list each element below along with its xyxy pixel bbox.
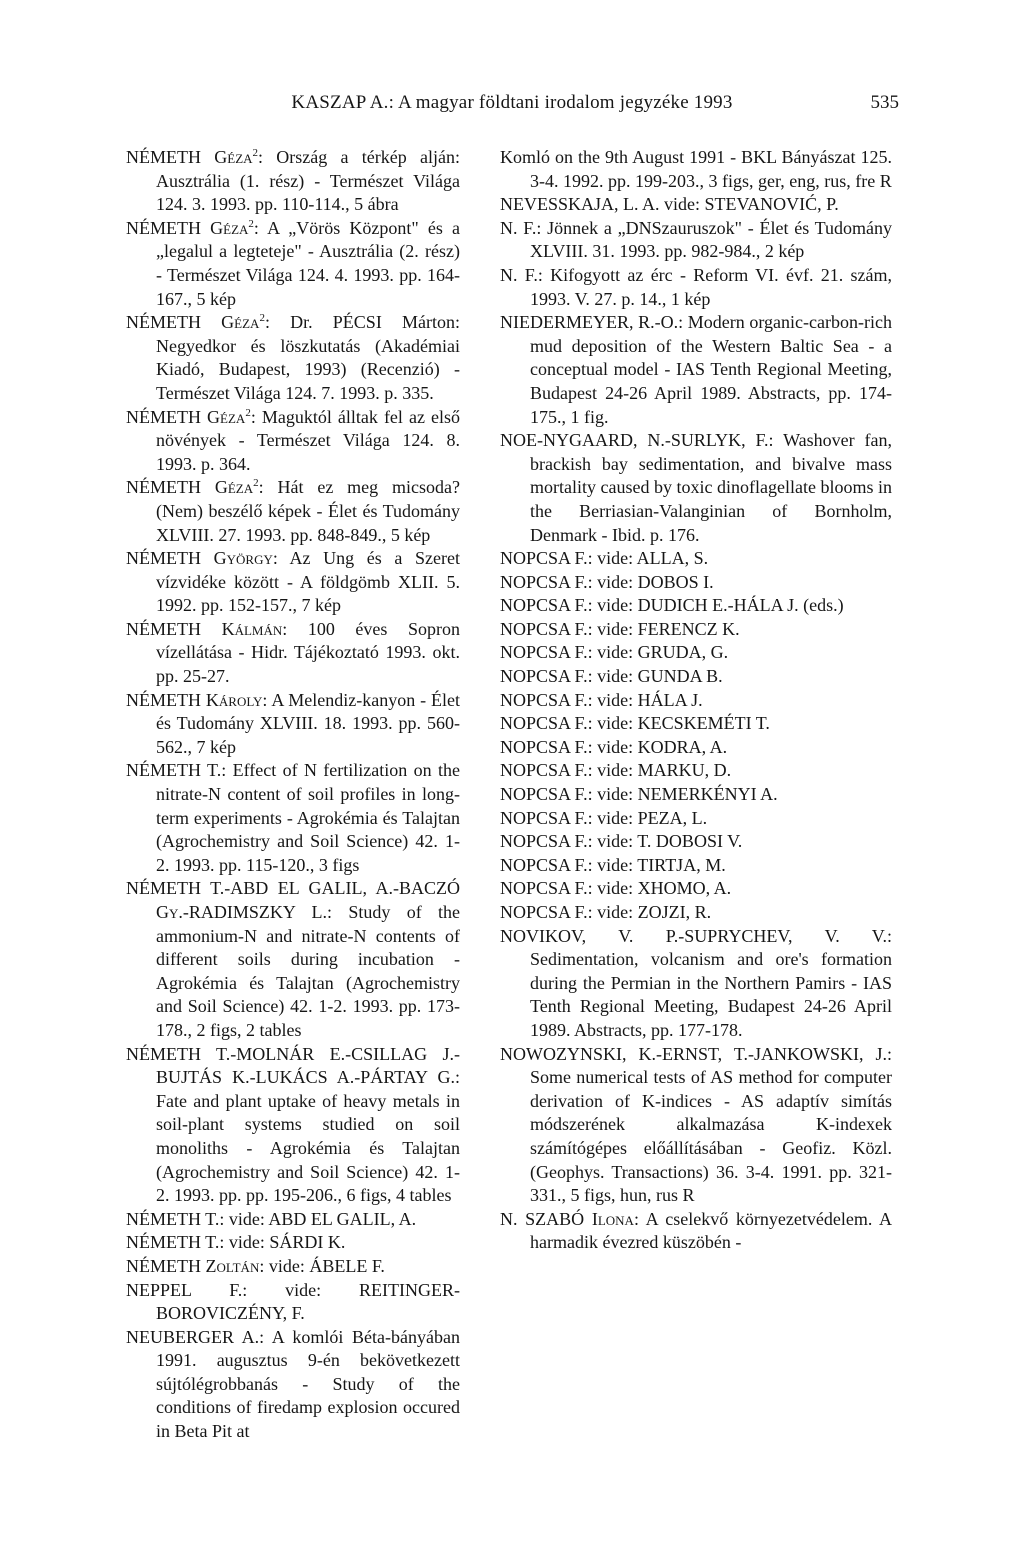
entry-author: NÉMETH T. [126,1208,220,1229]
entry-text: : vide: DUDICH E.-HÁLA J. (eds.) [587,595,844,616]
bibliography-entry [500,1043,892,1208]
entry-text: : A Melendiz-kanyon - Élet és Tudomány XLVIII. 18. 1993. pp. 560-562., 7 kép [156,689,461,757]
bibliography-entry [126,877,460,1042]
entry-text: : vide: ALLA, S. [587,548,709,569]
entry-author: NÉMETH T. [126,760,222,781]
entry-author: NEVESSKAJA, L. A. [500,194,660,215]
entry-author: N. F. [500,264,538,285]
bibliography-entry [500,193,892,217]
entry-author: NOPCSA F. [500,595,588,616]
bibliography-entry [500,689,892,713]
entry-author: NÉMETH Kálmán [126,618,283,639]
entry-text: : Fate and plant uptake of heavy metals in soil-plant systems studied on soil monoliths - Agrokémia és Talajtan (Agrochemistry and Soil Science) 42. 1-2. 1993. pp. pp. 195-206., 6 figs, 4 tables [156,1067,460,1206]
entry-author: N. F. [500,217,537,238]
entry-author: NÉMETH Géza [126,217,249,238]
entry-text: : Sedimentation, volcanism and ore's formation during the Permian in the Northern Pamirs - IAS Tenth Regional Meeting, Budapest 24-26 April 1989. Abstracts, pp. 177-178. [530,925,892,1040]
bibliography-entry [126,759,460,877]
entry-text: : Kifogyott az érc - Reform VI. évf. 21. szám, 1993. V. 27. p. 14., 1 kép [530,264,892,309]
entry-text: : vide: KODRA, A. [587,736,728,757]
bibliography-entry [126,476,460,547]
entry-text: : vide: KECSKEMÉTI T. [587,713,770,734]
bibliography-entry [126,217,460,311]
entry-author: NÉMETH T.-ABD EL GALIL, A.-BACZÓ Gy.-RADIMSZKY L. [126,878,460,922]
entry-text: : A komlói Béta-bányában 1991. augusztus 9-én bekövetkezett sújtólégrobbanás - Study of the conditions of firedamp explosion occured in Beta Pit at [156,1326,460,1442]
entry-author: NOPCSA F. [500,784,588,805]
bibliography-entry [500,807,892,831]
entry-text: : Effect of N fertilization on the nitrate-N content of soil profiles in long-term experiments - Agrokémia és Talajtan (Agrochemistry and Soil Science) 42. 1-2. 1993. pp. 115-120., 3 figs [156,760,460,875]
entry-text: : 100 éves Sopron vízellátása - Hidr. Tájékoztató 1993. okt. pp. 25-27. [156,618,460,687]
entry-author: NÉMETH T. [126,1232,220,1253]
entry-text: : vide: MARKU, D. [587,760,732,781]
bibliography-entry [500,736,892,760]
entry-author: NOPCSA F. [500,642,588,663]
entry-text: : Study of the ammonium-N and nitrate-N contents of different soils during incubation - Agrokémia és Talajtan (Agrochemistry and Soil Science) 42. 1-2. 1993. pp. 173-178., 2 figs, 2 tables [156,902,461,1040]
entry-text: : vide: ÁBELE F. [259,1255,385,1276]
entry-author: NOPCSA F. [500,548,588,569]
entry-author: NOPCSA F. [500,854,588,875]
entry-author: NOVIKOV, V. P.-SUPRYCHEV, V. V. [500,925,887,946]
entry-text: : vide: FERENCZ K. [587,618,740,639]
entry-text: : vide: XHOMO, A. [587,878,732,899]
entry-text: : Maguktól álltak fel az első növények - Természet Világa 124. 8. 1993. p. 364. [156,406,460,474]
bibliography-entry [500,665,892,689]
bibliography-entry [126,1255,460,1279]
entry-author: NIEDERMEYER, R.-O. [500,312,679,333]
bibliography-entry [126,1043,460,1208]
page-number: 535 [870,92,899,113]
entry-author: NOE-NYGAARD, N.-SURLYK, F. [500,430,769,451]
bibliography-entry [500,925,892,1043]
entry-text: : vide: DOBOS I. [587,571,714,592]
entry-text: : vide: GUNDA B. [587,666,723,687]
entry-text: : vide: TIRTJA, M. [587,854,726,875]
bibliography-entry [500,783,892,807]
entry-text: : vide: ZOJZI, R. [587,902,712,922]
bibliography-entry [126,311,460,405]
bibliography-entry [500,759,892,783]
entry-author: NOPCSA F. [500,618,588,639]
entry-text: : A cselekvő környezetvédelem. A harmadik évezred küszöbén - [530,1208,892,1253]
entry-author: NOPCSA F. [500,713,588,734]
bibliography-entry [500,594,892,618]
bibliography-entry [500,712,892,736]
bibliography-entry [500,571,892,595]
entry-text: : Hát ez meg micsoda? (Nem) beszélő képek - Élet és Tudomány XLVIII. 27. 1993. pp. 848-849., 5 kép [156,477,460,545]
bibliography-entry [500,877,892,901]
entry-text: : vide: T. DOBOSI V. [587,831,743,852]
bibliography-entry [126,406,460,477]
bibliography-entry [500,146,892,193]
bibliography-entry [500,429,892,547]
bibliography-entry [126,1231,460,1255]
author-footnote-mark: 2 [245,406,251,419]
entry-text: Komló on the 9th August 1991 - BKL Bányászat 125. 3-4. 1992. pp. 199-203., 3 figs, ger, eng, rus, fre R [500,147,892,191]
entry-author: NEPPEL F. [126,1279,243,1300]
entry-author: NOPCSA F. [500,902,588,922]
bibliography-entry [126,1279,460,1326]
entry-author: NÉMETH Károly [126,689,263,710]
entry-author: N. SZABÓ Ilona [500,1208,634,1229]
bibliography-entry [126,547,460,618]
entry-text: : vide: ABD EL GALIL, A. [219,1208,417,1229]
entry-author: NÉMETH Géza [126,406,246,427]
entry-text: : A „Vörös Központ" és a „legalul a legteteje" - Ausztrália (2. rész) - Természet Világa 124. 4. 1993. pp. 164-167., 5 kép [156,217,460,309]
entry-text: : Ország a térkép alján: Ausztrália (1. rész) - Természet Világa 124. 3. 1993. pp. 110-114., 5 ábra [156,147,461,215]
entry-author: NOPCSA F. [500,736,588,757]
bibliography-entry [500,854,892,878]
bibliography-entry [126,1326,460,1444]
entry-author: NOPCSA F. [500,689,588,710]
bibliography-entry [500,618,892,642]
entry-text: : Dr. PÉCSI Márton: Negyedkor és löszkutatás (Akadémiai Kiadó, Budapest, 1993) (Recenzió) - Természet Világa 124. 7. 1993. p. 335. [156,312,460,403]
entry-text: : vide: REITINGER-BOROVICZÉNY, F. [156,1279,460,1324]
entry-text: : vide: NEMERKÉNYI A. [587,784,778,805]
bibliography-entry [500,264,892,311]
entry-author: NÉMETH Zoltán [126,1255,260,1276]
entry-text: : vide: GRUDA, G. [587,642,729,663]
entry-author: NEUBERGER A. [126,1326,260,1347]
entry-text: : Az Ung és a Szeret vízvidéke között - A földgömb XLII. 5. 1992. pp. 152-157., 7 kép [156,548,461,616]
entry-author: NÉMETH Géza [126,147,253,167]
bibliography-entry [500,641,892,665]
entry-text: : Jönnek a „DNSzauruszok" - Élet és Tudomány XLVIII. 31. 1993. pp. 982-984., 2 kép [530,217,892,262]
bibliography-entry [500,830,892,854]
bibliography-entry [500,1208,892,1255]
entry-author: NÉMETH György [126,548,273,569]
bibliography-entry [500,901,892,925]
entry-author: NOPCSA F. [500,831,588,852]
entry-author: NOPCSA F. [500,571,588,592]
author-footnote-mark: 2 [248,217,254,230]
entry-author: NOPCSA F. [500,666,588,687]
entry-author: NÉMETH Géza [126,312,260,333]
entry-text: : Washover fan, brackish bay sedimentation, and bivalve mass mortality caused by toxic dinoflagellate blooms in the Berriasian-Valanginian of Bornholm, Denmark - Ibid. p. 176. [530,430,892,545]
entry-text: : vide: SÁRDI K. [219,1232,346,1253]
entry-author: NOPCSA F. [500,807,588,828]
entry-text: vide: STEVANOVIĆ, P. [659,194,839,215]
running-head: KASZAP A.: A magyar földtani irodalom jegyzéke 1993 [291,92,733,113]
entry-author: NOPCSA F. [500,760,588,781]
entry-text: : vide: HÁLA J. [587,689,703,710]
author-footnote-mark: 2 [252,147,259,159]
bibliography-entry [500,547,892,571]
entry-author: NÉMETH T.-MOLNÁR E.-CSILLAG J.-BUJTÁS K.-LUKÁCS A.-PÁRTAY G. [126,1043,460,1088]
left-column [126,146,460,1444]
author-footnote-mark: 2 [259,312,265,325]
right-column [500,146,892,1255]
entry-text: : Modern organic-carbon-rich mud deposition of the Western Baltic Sea - a conceptual model - IAS Tenth Regional Meeting, Budapest 24-26 April 1989. Abstracts, pp. 174-175., 1 fig. [530,312,892,427]
bibliography-entry [500,311,892,429]
entry-author: NÉMETH Géza [126,477,254,498]
bibliography-entry [126,146,460,217]
bibliography-entry [500,217,892,264]
bibliography-entry [126,618,460,689]
bibliography-entry [126,689,460,760]
entry-author: NOWOZYNSKI, K.-ERNST, T.-JANKOWSKI, J. [500,1043,887,1064]
bibliography-entry [126,1208,460,1232]
page-header [0,92,1024,116]
entry-author: NOPCSA F. [500,878,588,899]
author-footnote-mark: 2 [253,477,259,490]
entry-text: : Some numerical tests of AS method for computer derivation of K-indices - AS adaptív simítás módszerének alkalmazása K-indexek számítógépes előállításában - Geofiz. Közl. (Geophys. Transactions) 36. 3-4. 1991. pp. 321-331., 5 figs, hun, rus R [530,1043,892,1206]
entry-text: : vide: PEZA, L. [587,807,708,828]
